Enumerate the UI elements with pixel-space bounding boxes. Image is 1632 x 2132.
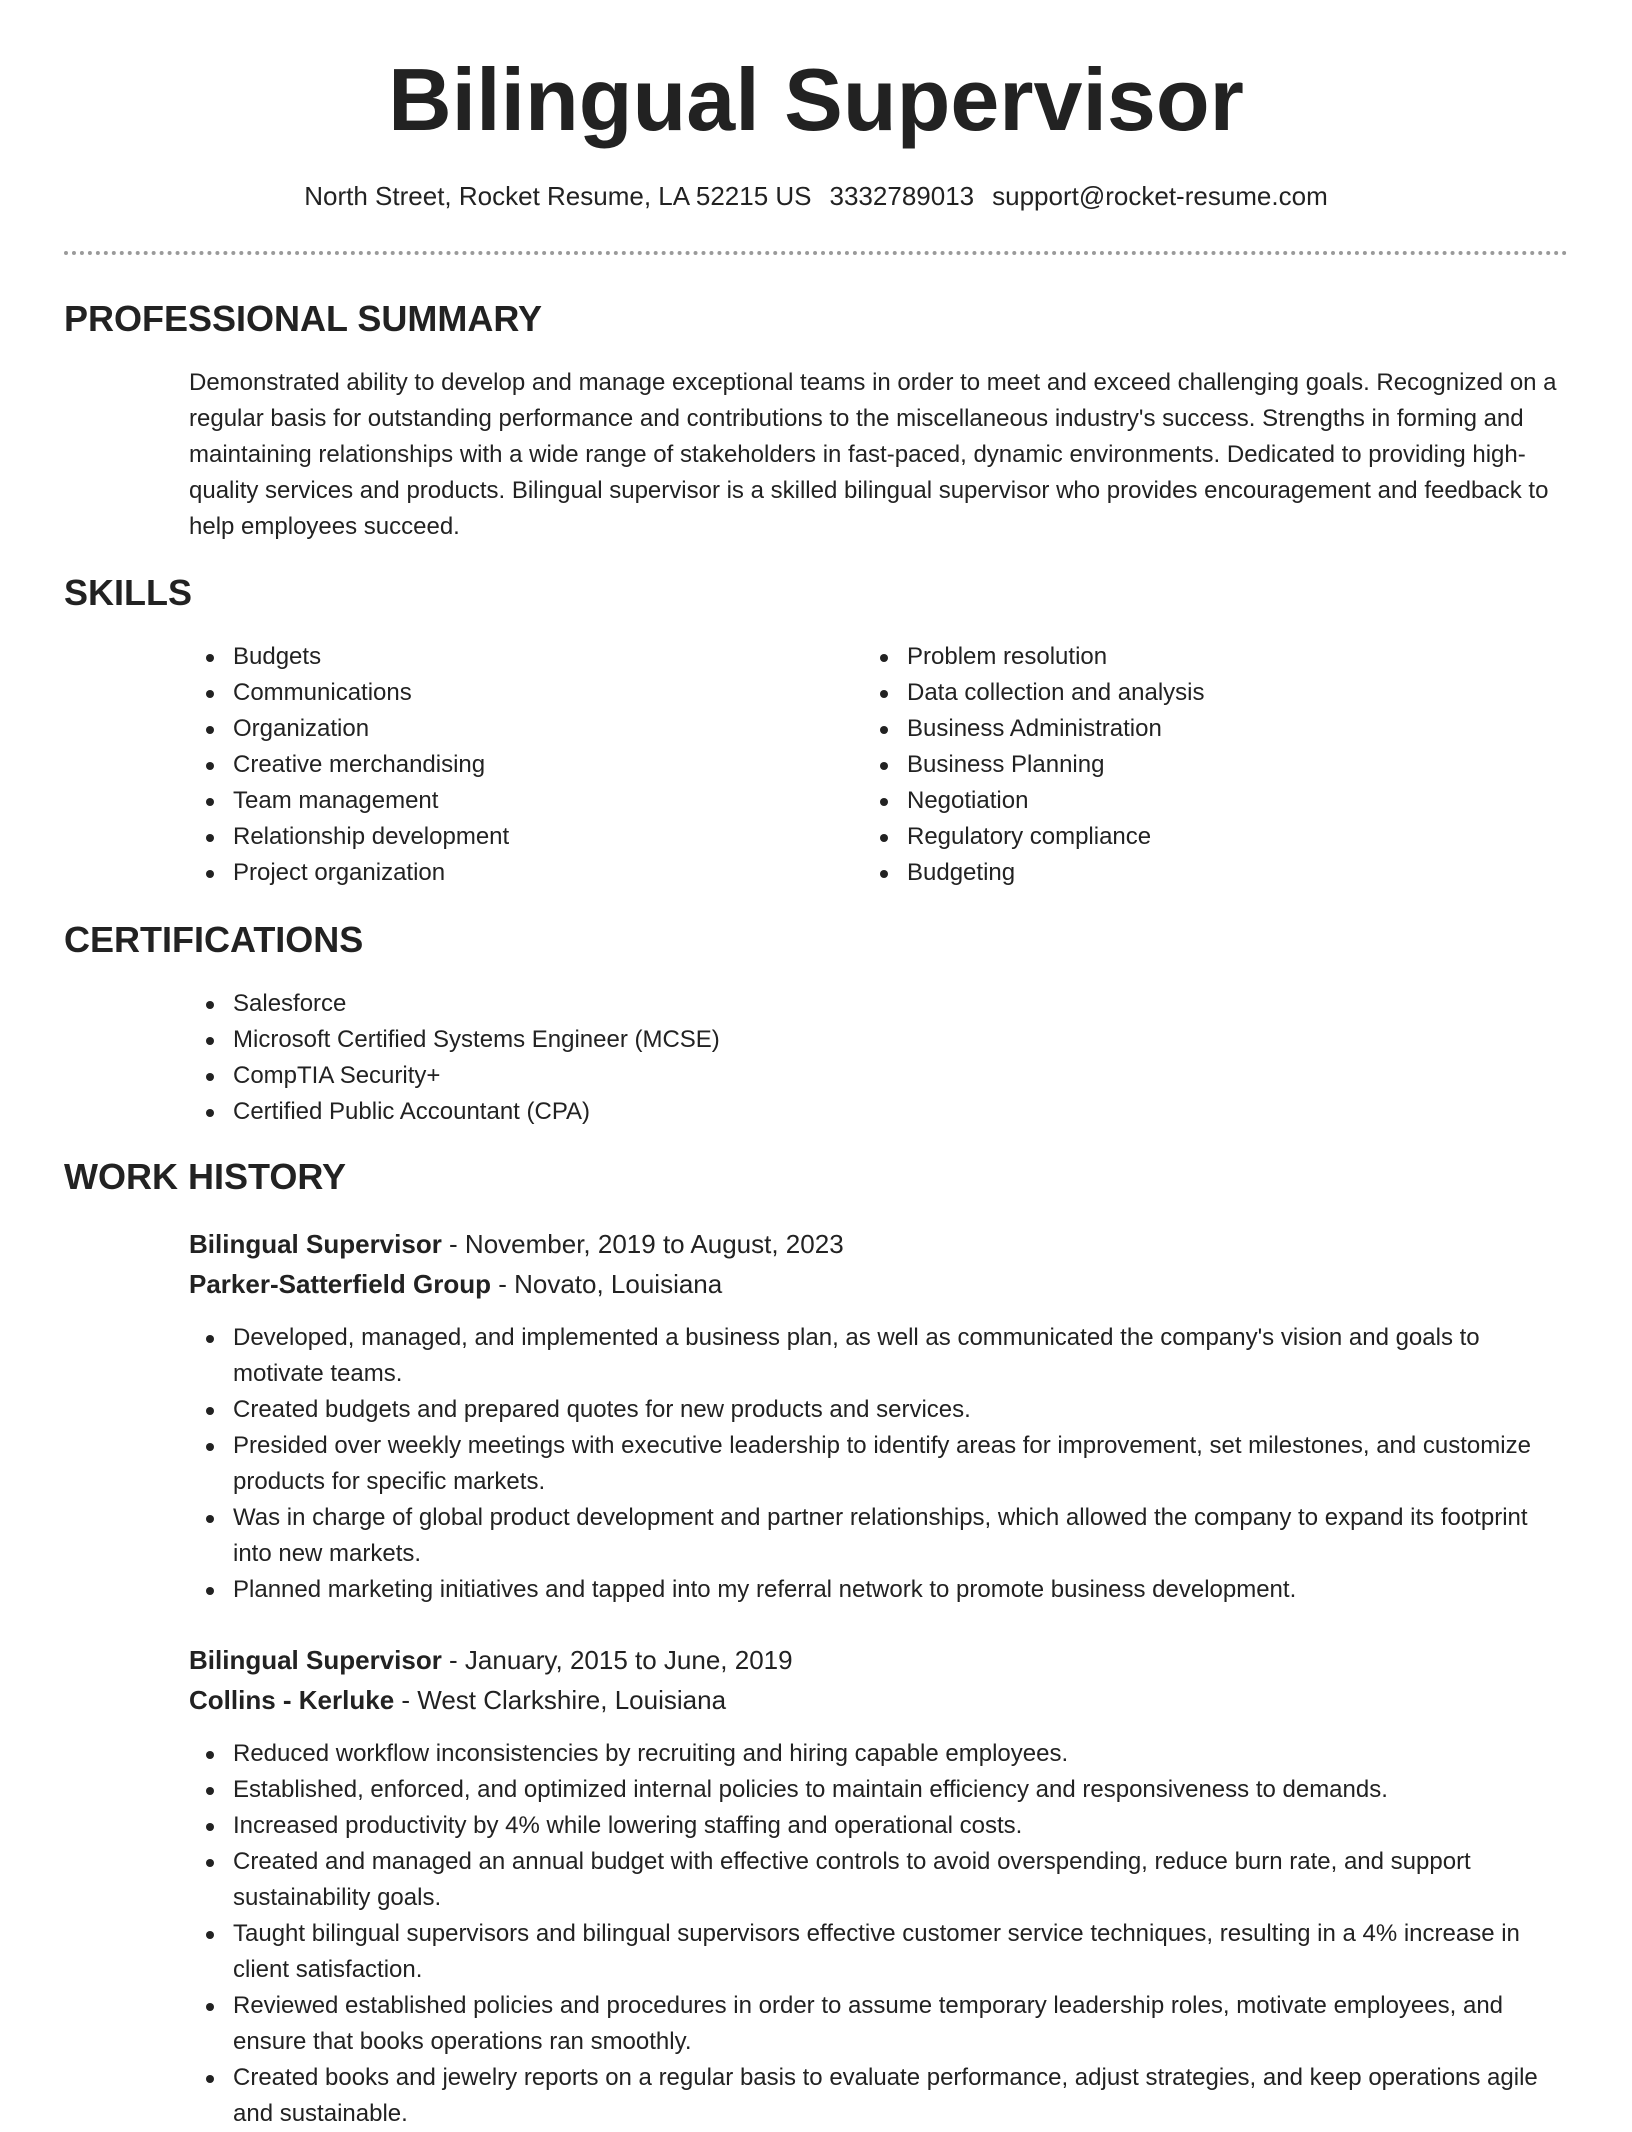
list-item: Creative merchandising	[189, 747, 829, 783]
job-location: - Novato, Louisiana	[490, 1269, 723, 1299]
list-item: Was in charge of global product development and partner relationships, which allowed the company to expand its footprint into new markets.	[189, 1500, 1569, 1572]
list-item: Created budgets and prepared quotes for new products and services.	[189, 1392, 1569, 1428]
list-item: Negotiation	[863, 783, 1503, 819]
certifications-list	[189, 986, 1389, 1130]
section-title-skills: SKILLS	[64, 572, 193, 613]
job-role: Bilingual Supervisor	[189, 1645, 442, 1675]
job-company: Collins - Kerluke	[189, 1685, 395, 1715]
job-company: Parker-Satterfield Group	[189, 1269, 491, 1299]
list-item: Data collection and analysis	[863, 675, 1503, 711]
section-title-summary: PROFESSIONAL SUMMARY	[64, 298, 543, 339]
email: support@rocket-resume.com	[992, 181, 1328, 211]
list-item: Presided over weekly meetings with executive leadership to identify areas for improvement, set milestones, and customize products for specific markets.	[189, 1428, 1569, 1500]
job-location: - West Clarkshire, Louisiana	[394, 1685, 727, 1715]
list-item: Planned marketing initiatives and tapped into my referral network to promote business development.	[189, 1572, 1569, 1608]
list-item: Business Administration	[863, 711, 1503, 747]
list-item: Certified Public Accountant (CPA)	[189, 1094, 1389, 1130]
list-item: Created books and jewelry reports on a regular basis to evaluate performance, adjust strategies, and keep operations agile and sustainable.	[189, 2060, 1569, 2132]
list-item: Microsoft Certified Systems Engineer (MCSE)	[189, 1022, 1389, 1058]
job-dates: - November, 2019 to August, 2023	[441, 1229, 844, 1259]
contact-line	[0, 180, 1632, 214]
list-item: Problem resolution	[863, 639, 1503, 675]
list-item: Budgets	[189, 639, 829, 675]
list-item: Organization	[189, 711, 829, 747]
skills-list-left	[189, 639, 829, 891]
job-title-line	[189, 1642, 793, 1678]
job-role: Bilingual Supervisor	[189, 1229, 442, 1259]
job-company-line	[189, 1266, 722, 1302]
skills-list-right	[863, 639, 1503, 891]
header-divider	[64, 251, 1568, 255]
summary-text: Demonstrated ability to develop and manage exceptional teams in order to meet and exceed challenging goals. Recognized on a regular basis for outstanding performance and contributions to the miscellaneous industry's success. Strengths in forming and maintaining relationships with a wide range of stakeholders in fast-paced, dynamic environments. Dedicated to providing high-quality services and products. Bilingual supervisor is a skilled bilingual supervisor who provides encouragement and feedback to help employees succeed.	[189, 369, 1557, 540]
job-bullets	[189, 1736, 1569, 2132]
list-item: Communications	[189, 675, 829, 711]
list-item: CompTIA Security+	[189, 1058, 1389, 1094]
list-item: Relationship development	[189, 819, 829, 855]
candidate-name: Bilingual Supervisor	[388, 50, 1244, 149]
address: North Street, Rocket Resume, LA 52215 US	[304, 181, 812, 211]
job-bullets	[189, 1320, 1569, 1608]
section-title-certifications: CERTIFICATIONS	[64, 919, 364, 960]
job-dates: - January, 2015 to June, 2019	[441, 1645, 793, 1675]
section-title-work-history: WORK HISTORY	[64, 1156, 347, 1197]
list-item: Created and managed an annual budget with effective controls to avoid overspending, reduce burn rate, and support sustainability goals.	[189, 1844, 1569, 1916]
list-item: Increased productivity by 4% while lowering staffing and operational costs.	[189, 1808, 1569, 1844]
list-item: Developed, managed, and implemented a business plan, as well as communicated the company's vision and goals to motivate teams.	[189, 1320, 1569, 1392]
list-item: Taught bilingual supervisors and bilingual supervisors effective customer service techniques, resulting in a 4% increase in client satisfaction.	[189, 1916, 1569, 1988]
list-item: Budgeting	[863, 855, 1503, 891]
list-item: Salesforce	[189, 986, 1389, 1022]
list-item: Reviewed established policies and procedures in order to assume temporary leadership roles, motivate employees, and ensure that books operations ran smoothly.	[189, 1988, 1569, 2060]
list-item: Project organization	[189, 855, 829, 891]
list-item: Reduced workflow inconsistencies by recruiting and hiring capable employees.	[189, 1736, 1569, 1772]
phone: 3332789013	[829, 181, 975, 211]
list-item: Regulatory compliance	[863, 819, 1503, 855]
list-item: Established, enforced, and optimized internal policies to maintain efficiency and responsiveness to demands.	[189, 1772, 1569, 1808]
list-item: Business Planning	[863, 747, 1503, 783]
job-title-line	[189, 1226, 844, 1262]
job-company-line	[189, 1682, 726, 1718]
list-item: Team management	[189, 783, 829, 819]
